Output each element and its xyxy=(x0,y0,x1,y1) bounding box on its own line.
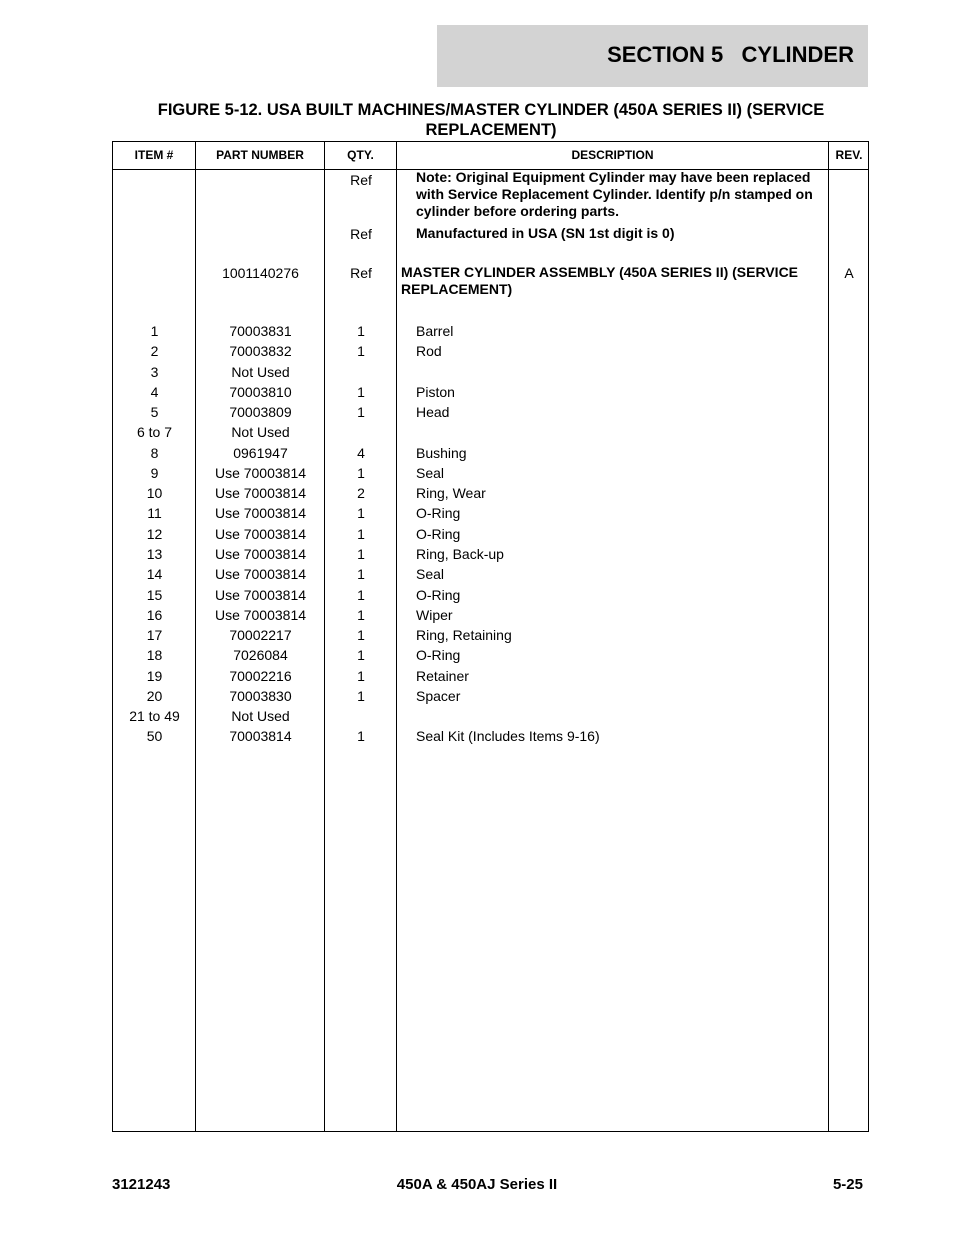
section-title: SECTION 5 CYLINDER xyxy=(607,42,854,67)
quantity: 1 xyxy=(357,647,365,664)
footer-doc-number: 3121243 xyxy=(112,1176,171,1193)
item-number: 9 xyxy=(150,464,159,481)
item-number: 10 xyxy=(146,485,163,502)
quantity: 1 xyxy=(357,404,365,421)
footer-model: 450A & 450AJ Series II xyxy=(396,1176,558,1193)
item-number: 11 xyxy=(147,505,162,522)
table-row xyxy=(113,544,868,564)
table-row xyxy=(113,524,868,544)
note-qty: Ref xyxy=(350,172,372,188)
quantity: 1 xyxy=(357,586,365,603)
item-number: 19 xyxy=(146,667,163,684)
quantity: 1 xyxy=(357,667,365,684)
part-number: 70002217 xyxy=(229,627,292,644)
item-number: 15 xyxy=(146,586,163,603)
description: Piston xyxy=(416,383,455,400)
table-row xyxy=(113,463,868,483)
table-row xyxy=(113,443,868,463)
item-number: 18 xyxy=(146,647,163,664)
description: Seal xyxy=(416,566,445,583)
header-rev: REV. xyxy=(835,148,863,162)
assembly-part-number: 1001140276 xyxy=(222,265,299,281)
quantity: 1 xyxy=(357,464,365,481)
item-number: 4 xyxy=(150,383,159,400)
quantity: 1 xyxy=(357,545,365,562)
table-row xyxy=(113,585,868,605)
description: Retainer xyxy=(416,667,469,684)
part-number: 70003809 xyxy=(229,404,292,421)
quantity: 1 xyxy=(357,687,365,704)
description: Bushing xyxy=(416,444,467,461)
quantity: 1 xyxy=(357,343,365,360)
part-number: 70003830 xyxy=(229,687,292,704)
item-number: 20 xyxy=(146,687,163,704)
quantity: 1 xyxy=(357,566,365,583)
part-number: 70003832 xyxy=(229,343,292,360)
item-number: 13 xyxy=(146,545,163,562)
quantity: 1 xyxy=(357,728,365,745)
description: Ring, Back-up xyxy=(416,545,504,562)
description: O-Ring xyxy=(416,505,461,522)
quantity: 1 xyxy=(357,505,365,522)
quantity: 1 xyxy=(357,323,365,339)
table-row xyxy=(113,321,868,341)
description: Barrel xyxy=(416,323,454,339)
quantity: 1 xyxy=(357,525,365,542)
part-number: Use 70003814 xyxy=(214,485,307,502)
item-number: 50 xyxy=(146,728,163,745)
table-row xyxy=(113,605,868,625)
table-row xyxy=(113,402,868,422)
item-number: 5 xyxy=(150,404,159,421)
table-row xyxy=(113,422,868,442)
assembly-qty: Ref xyxy=(350,265,372,281)
item-number: 17 xyxy=(146,627,163,644)
item-number: 2 xyxy=(150,343,159,360)
part-number: Use 70003814 xyxy=(214,545,307,562)
part-number: Use 70003814 xyxy=(214,566,307,583)
part-number: Not Used xyxy=(231,363,290,380)
part-number: 70003831 xyxy=(229,323,292,339)
assembly-rev: A xyxy=(844,265,854,281)
quantity: 1 xyxy=(357,627,365,644)
part-number: 70002216 xyxy=(229,667,292,684)
item-number: 16 xyxy=(146,606,163,623)
part-number: Use 70003814 xyxy=(214,464,307,481)
part-number: Use 70003814 xyxy=(214,525,307,542)
table-row xyxy=(113,686,868,706)
description: Wiper xyxy=(416,606,453,623)
description: Spacer xyxy=(416,687,461,704)
table-row xyxy=(113,341,868,361)
part-number: 7026084 xyxy=(233,647,288,664)
header-part-number: PART NUMBER xyxy=(216,148,304,162)
description: O-Ring xyxy=(416,586,461,603)
note-qty: Ref xyxy=(350,226,372,242)
item-number: 12 xyxy=(146,525,163,542)
description: O-Ring xyxy=(416,647,461,664)
table-row xyxy=(113,503,868,523)
part-number: Use 70003814 xyxy=(214,505,307,522)
quantity: 4 xyxy=(357,444,365,461)
table-row xyxy=(113,362,868,382)
quantity: 2 xyxy=(357,485,365,502)
item-number: 8 xyxy=(150,444,159,461)
item-number: 14 xyxy=(146,566,163,583)
part-number: Use 70003814 xyxy=(214,606,307,623)
table-row xyxy=(113,706,868,726)
footer-page-number: 5-25 xyxy=(832,1176,863,1193)
assembly-description: MASTER CYLINDER ASSEMBLY (450A SERIES II) (SERVICE REPLACEMENT) xyxy=(401,264,799,297)
table-row xyxy=(113,382,868,402)
header-description: DESCRIPTION xyxy=(571,148,654,162)
part-number: Not Used xyxy=(231,424,290,441)
quantity: 1 xyxy=(357,383,365,400)
parts-table xyxy=(112,141,869,1132)
item-number: 21 to 49 xyxy=(129,708,180,725)
item-number: 3 xyxy=(150,363,159,380)
note-text: Manufactured in USA (SN 1st digit is 0) xyxy=(416,225,675,241)
part-number: 70003810 xyxy=(229,383,292,400)
table-row xyxy=(113,625,868,645)
description: Head xyxy=(416,404,450,421)
table-row xyxy=(113,666,868,686)
item-number: 1 xyxy=(150,323,159,339)
item-number: 6 to 7 xyxy=(136,424,173,441)
note-text: Note: Original Equipment Cylinder may have been replaced with Service Replacement Cylinder. Identify p/n stamped on cylinder before ordering parts. xyxy=(416,169,813,219)
table-row xyxy=(113,726,868,746)
table-row xyxy=(113,483,868,503)
section-header xyxy=(437,25,868,87)
part-number: Use 70003814 xyxy=(214,586,307,603)
quantity: 1 xyxy=(357,606,365,623)
part-number: 0961947 xyxy=(233,444,288,461)
header-item: ITEM # xyxy=(134,148,174,162)
description: Rod xyxy=(416,343,442,360)
part-number: 70003814 xyxy=(229,728,292,745)
header-qty: QTY. xyxy=(347,148,374,162)
part-number: Not Used xyxy=(231,708,290,725)
description: Seal Kit (Includes Items 9-16) xyxy=(416,728,600,745)
description: Seal xyxy=(416,464,445,481)
table-row xyxy=(113,645,868,665)
description: Ring, Retaining xyxy=(416,627,512,644)
table-row xyxy=(113,564,868,584)
figure-title: FIGURE 5-12. USA BUILT MACHINES/MASTER CYLINDER (450A SERIES II) (SERVICE REPLACEMENT) xyxy=(157,101,825,139)
description: O-Ring xyxy=(416,525,461,542)
description: Ring, Wear xyxy=(416,485,486,502)
table-header xyxy=(113,142,868,170)
